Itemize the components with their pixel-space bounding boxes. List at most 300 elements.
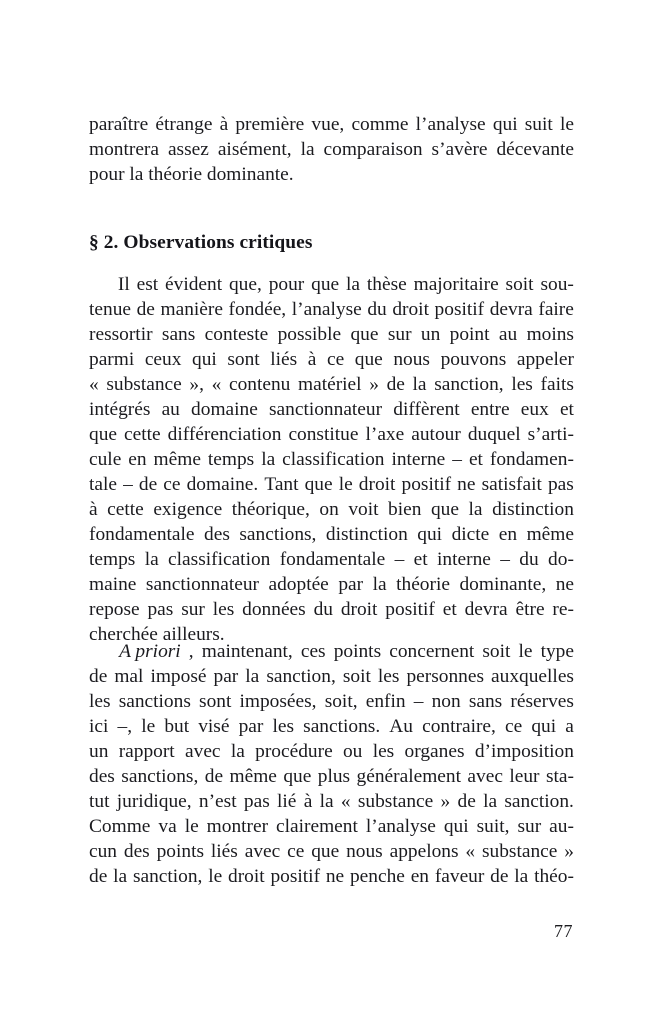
text-line — [89, 864, 574, 889]
word: Tant — [264, 474, 299, 495]
word: au — [498, 324, 518, 345]
word: sanctions, — [239, 524, 317, 545]
word: procédure — [255, 741, 333, 762]
text-line — [89, 347, 574, 372]
word: concernent — [389, 641, 475, 662]
page-number: 77 — [554, 921, 573, 941]
word: fondée, — [228, 299, 287, 320]
word: sanctions — [118, 691, 191, 712]
word: rapport — [118, 741, 175, 762]
word: enfin — [365, 691, 406, 712]
word: sou- — [540, 274, 574, 295]
text-line — [89, 597, 574, 622]
word: but — [164, 716, 190, 737]
word: sanctions. — [303, 716, 381, 737]
word: parmi — [89, 349, 135, 370]
word: droit — [340, 599, 378, 620]
word: d’imposition — [474, 741, 574, 762]
word: du — [313, 599, 333, 620]
word: – — [413, 691, 424, 712]
text-line — [89, 789, 574, 814]
text-line — [89, 137, 574, 162]
word: a — [565, 716, 574, 737]
word: satisfait — [481, 474, 542, 495]
word: Il — [117, 274, 130, 295]
word: données — [242, 599, 306, 620]
word: au — [161, 399, 180, 420]
word: la — [300, 139, 315, 160]
word: que — [304, 474, 333, 495]
word: pouvons — [440, 349, 507, 370]
word: pas — [243, 791, 270, 812]
section-heading: § 2. Observations critiques — [89, 232, 313, 253]
word: la — [514, 866, 529, 887]
word: repose — [89, 599, 140, 620]
word: avec — [467, 766, 503, 787]
word: première — [235, 114, 305, 135]
word: paraître — [89, 114, 149, 135]
word: ce — [287, 841, 305, 862]
word: et — [468, 449, 483, 470]
word: du — [367, 299, 387, 320]
word: généralement — [356, 766, 461, 787]
word: les — [511, 374, 533, 395]
word: étrange — [155, 114, 213, 135]
word: même — [153, 449, 201, 470]
word: ne — [325, 866, 345, 887]
word: comme — [351, 114, 409, 135]
text-line — [89, 714, 574, 739]
word: personnes — [406, 666, 485, 687]
word: cule — [89, 449, 122, 470]
word: sanction, — [266, 666, 336, 687]
word: positif — [434, 299, 485, 320]
word: faire — [538, 299, 574, 320]
word: interne — [391, 449, 446, 470]
word: devra — [489, 299, 533, 320]
word: temps — [207, 449, 255, 470]
word: suit — [524, 114, 553, 135]
word: au- — [549, 816, 574, 837]
word: –, — [117, 716, 133, 737]
word: distinction — [492, 499, 574, 520]
word: sanction, — [132, 866, 203, 887]
word: « — [211, 374, 222, 395]
word: est — [136, 274, 159, 295]
word: voit — [348, 499, 379, 520]
word: mal — [114, 666, 144, 687]
text-line — [89, 297, 574, 322]
word: réserves — [510, 691, 574, 712]
word: même — [229, 766, 277, 787]
word: liés — [270, 349, 298, 370]
paragraph-indent — [89, 272, 111, 297]
word: sta- — [545, 766, 574, 787]
word: sur — [517, 816, 542, 837]
word: droit — [358, 474, 396, 495]
word: les — [377, 666, 400, 687]
paragraph-intro — [89, 112, 574, 187]
word: sanction. — [504, 791, 574, 812]
word: théorie — [396, 574, 450, 595]
word: plus — [317, 766, 351, 787]
paragraph-indent — [89, 639, 111, 664]
word: s’avère — [431, 139, 488, 160]
text-line — [89, 112, 574, 137]
word: décevante — [496, 139, 574, 160]
word: de — [138, 474, 158, 495]
word: sans — [468, 691, 503, 712]
word: manière — [160, 299, 223, 320]
word: positif — [270, 866, 321, 887]
word: va — [158, 816, 177, 837]
word: thèse — [366, 274, 407, 295]
word: s’arti- — [527, 424, 574, 445]
word: ces — [300, 641, 326, 662]
word: évident — [165, 274, 223, 295]
word: la — [319, 791, 334, 812]
word: distinction — [325, 524, 408, 545]
word: et — [442, 599, 457, 620]
word: par — [338, 574, 364, 595]
word: qui — [492, 114, 518, 135]
word: – — [123, 474, 133, 495]
word: imposées, — [239, 691, 317, 712]
word: avec — [244, 841, 281, 862]
word: possible — [277, 324, 342, 345]
word: les — [212, 599, 235, 620]
word: la — [346, 274, 361, 295]
text-line — [89, 664, 574, 689]
word: appeler — [516, 349, 574, 370]
word: », — [189, 374, 204, 395]
word: tut — [89, 791, 110, 812]
word: devra — [464, 599, 508, 620]
word: le — [518, 641, 533, 662]
word: aisément, — [217, 139, 292, 160]
word: visé — [198, 716, 230, 737]
text-line — [89, 547, 574, 572]
word: le — [141, 716, 156, 737]
text-line — [89, 422, 574, 447]
word: nous — [346, 841, 383, 862]
word: à — [303, 791, 313, 812]
word: organes — [404, 741, 465, 762]
word: l’analyse — [415, 114, 486, 135]
word: soit, — [324, 691, 358, 712]
word: le — [338, 474, 353, 495]
word: interne — [437, 549, 491, 570]
word: en — [498, 524, 518, 545]
word: montrer — [206, 816, 269, 837]
word: que — [311, 274, 340, 295]
word: les — [272, 716, 295, 737]
word: liés — [210, 841, 238, 862]
word: cun — [89, 841, 117, 862]
italic-term: A priori — [119, 641, 181, 662]
word: fondamentale — [279, 549, 386, 570]
word: bien — [388, 499, 422, 520]
word: Comme — [89, 816, 151, 837]
word: la — [483, 791, 498, 812]
word: eux — [520, 399, 549, 420]
word: sur — [387, 324, 412, 345]
word: ici — [89, 716, 109, 737]
text-line — [89, 272, 574, 297]
word: re- — [552, 599, 574, 620]
word: » — [440, 791, 451, 812]
word: soit — [482, 641, 511, 662]
word: pas — [147, 599, 174, 620]
word: domaine — [191, 399, 258, 420]
word: – — [394, 549, 405, 570]
word: sans — [161, 324, 196, 345]
paragraph-one — [89, 272, 574, 647]
word: classification — [168, 549, 271, 570]
word: substance — [106, 374, 182, 395]
word: de — [136, 299, 155, 320]
word: droit — [228, 866, 265, 887]
word: auxquelles — [491, 666, 574, 687]
word: ne — [457, 474, 476, 495]
word: à — [307, 349, 317, 370]
word: n’est — [198, 791, 237, 812]
word: sanction, — [434, 374, 504, 395]
word: un — [89, 741, 109, 762]
word: pas — [547, 474, 574, 495]
word: exigence — [153, 499, 223, 520]
word: Au — [389, 716, 413, 737]
word: qui — [443, 816, 469, 837]
word: faits — [540, 374, 574, 395]
word: qui — [192, 349, 217, 370]
word: que — [283, 766, 312, 787]
word: la — [372, 574, 387, 595]
word: montrera — [89, 139, 159, 160]
word: et — [559, 399, 574, 420]
word: que — [350, 324, 379, 345]
word: la — [412, 374, 427, 395]
word: ce — [326, 349, 345, 370]
word: avec — [185, 741, 221, 762]
text-line — [89, 689, 574, 714]
text-line — [89, 739, 574, 764]
word: de — [89, 666, 108, 687]
word: que, — [228, 274, 262, 295]
word: la — [261, 449, 276, 470]
word: – — [500, 549, 510, 570]
section-heading-wrap — [89, 230, 574, 255]
word: » — [564, 841, 574, 862]
word: contenu — [228, 374, 291, 395]
word: tenue — [89, 299, 131, 320]
word: suit, — [476, 816, 510, 837]
text-line-lead — [89, 639, 574, 664]
word: moins — [526, 324, 574, 345]
word: la — [144, 549, 159, 570]
word: sont — [199, 691, 232, 712]
word: le — [208, 866, 223, 887]
word: adoptée — [268, 574, 329, 595]
word: matériel — [298, 374, 362, 395]
word: ce — [163, 474, 181, 495]
text-line — [89, 572, 574, 597]
word: cette — [124, 424, 161, 445]
word: que — [89, 424, 117, 445]
word: autour — [411, 424, 461, 445]
word: de — [457, 791, 476, 812]
word: positif — [385, 599, 435, 620]
word: dicte — [451, 524, 490, 545]
word: même — [526, 524, 574, 545]
word: ressortir — [89, 324, 153, 345]
text-line: pour la théorie dominante. — [89, 164, 294, 185]
text-line — [89, 447, 574, 472]
word: points — [333, 641, 382, 662]
word: par — [238, 716, 264, 737]
word: substance — [481, 841, 558, 862]
word: fondamentale — [89, 524, 195, 545]
word: points — [156, 841, 205, 862]
word: et — [413, 549, 428, 570]
word: « — [89, 374, 99, 395]
word: pour — [268, 274, 305, 295]
word: des — [89, 766, 115, 787]
word: que — [311, 841, 340, 862]
word: théo- — [534, 866, 574, 887]
word: intégrés — [89, 399, 151, 420]
word: cette — [107, 499, 144, 520]
word: non — [431, 691, 461, 712]
word: de — [386, 374, 405, 395]
word: ceux — [144, 349, 182, 370]
word: les — [372, 741, 395, 762]
word: entre — [470, 399, 510, 420]
word: sanctionnateur — [145, 574, 259, 595]
word: de — [204, 766, 224, 787]
word: « — [465, 841, 476, 862]
word: faveur — [434, 866, 485, 887]
word: du — [519, 549, 539, 570]
word: des — [204, 524, 230, 545]
word: par — [213, 666, 239, 687]
word: que — [354, 349, 383, 370]
word: classification — [282, 449, 385, 470]
word: domaine. — [186, 474, 259, 495]
word: la — [245, 666, 260, 687]
word: « — [340, 791, 351, 812]
word: maine — [89, 574, 137, 595]
word: à — [219, 114, 229, 135]
word: l’analyse — [291, 299, 362, 320]
word: sanctions, — [121, 766, 199, 787]
word: assez — [167, 139, 209, 160]
word: soit — [505, 274, 534, 295]
word: ou — [342, 741, 363, 762]
word: qui — [531, 716, 557, 737]
word: constitue — [288, 424, 359, 445]
word: substance — [357, 791, 434, 812]
word: point — [449, 324, 490, 345]
word: positif — [401, 474, 452, 495]
text-line: cherchée ailleurs. — [89, 624, 225, 645]
word: vue, — [311, 114, 345, 135]
word: les — [89, 691, 111, 712]
word: dominante, — [459, 574, 547, 595]
word: comparaison — [323, 139, 423, 160]
word: en — [128, 449, 147, 470]
text-line — [89, 522, 574, 547]
word: tale — [89, 474, 117, 495]
text-line — [89, 497, 574, 522]
word: majoritaire — [413, 274, 499, 295]
word: maintenant, — [201, 641, 293, 662]
word: un — [420, 324, 441, 345]
word: penche — [349, 866, 405, 887]
word: la — [113, 866, 128, 887]
word: l’axe — [365, 424, 405, 445]
word: la — [230, 741, 245, 762]
word: , — [188, 641, 194, 662]
word: le — [559, 114, 574, 135]
word: qui — [417, 524, 443, 545]
word: lié — [277, 791, 297, 812]
word: juridique, — [116, 791, 192, 812]
text-line — [89, 814, 574, 839]
text-line — [89, 322, 574, 347]
word: sur — [181, 599, 205, 620]
word: ne — [555, 574, 574, 595]
text-line — [89, 839, 574, 864]
word: ce — [505, 716, 523, 737]
word: soit — [342, 666, 371, 687]
paragraph-two — [89, 639, 574, 889]
word: des — [123, 841, 150, 862]
word: clairement — [276, 816, 358, 837]
word: imposé — [150, 666, 207, 687]
word: à — [89, 499, 98, 520]
word: leur — [509, 766, 540, 787]
text-line — [89, 372, 574, 397]
text-line — [89, 764, 574, 789]
word: l’analyse — [365, 816, 436, 837]
word: sont — [227, 349, 260, 370]
text-line — [89, 397, 574, 422]
word: sanctionnateur — [269, 399, 383, 420]
word: de — [89, 866, 108, 887]
word: temps — [89, 549, 136, 570]
word: diffèrent — [393, 399, 460, 420]
word: en — [410, 866, 429, 887]
word: fondamen- — [489, 449, 574, 470]
word: que — [430, 499, 459, 520]
word: duquel — [467, 424, 521, 445]
text-line — [89, 472, 574, 497]
word: contraire, — [422, 716, 496, 737]
word: la — [468, 499, 483, 520]
word: droit — [392, 299, 429, 320]
word: le — [184, 816, 199, 837]
word: conteste — [204, 324, 269, 345]
word: être — [515, 599, 545, 620]
word: théorique, — [231, 499, 310, 520]
word: on — [319, 499, 339, 520]
word: do- — [548, 549, 574, 570]
word: nous — [393, 349, 430, 370]
word: différenciation — [167, 424, 282, 445]
word: type — [540, 641, 574, 662]
word: appelons — [389, 841, 459, 862]
